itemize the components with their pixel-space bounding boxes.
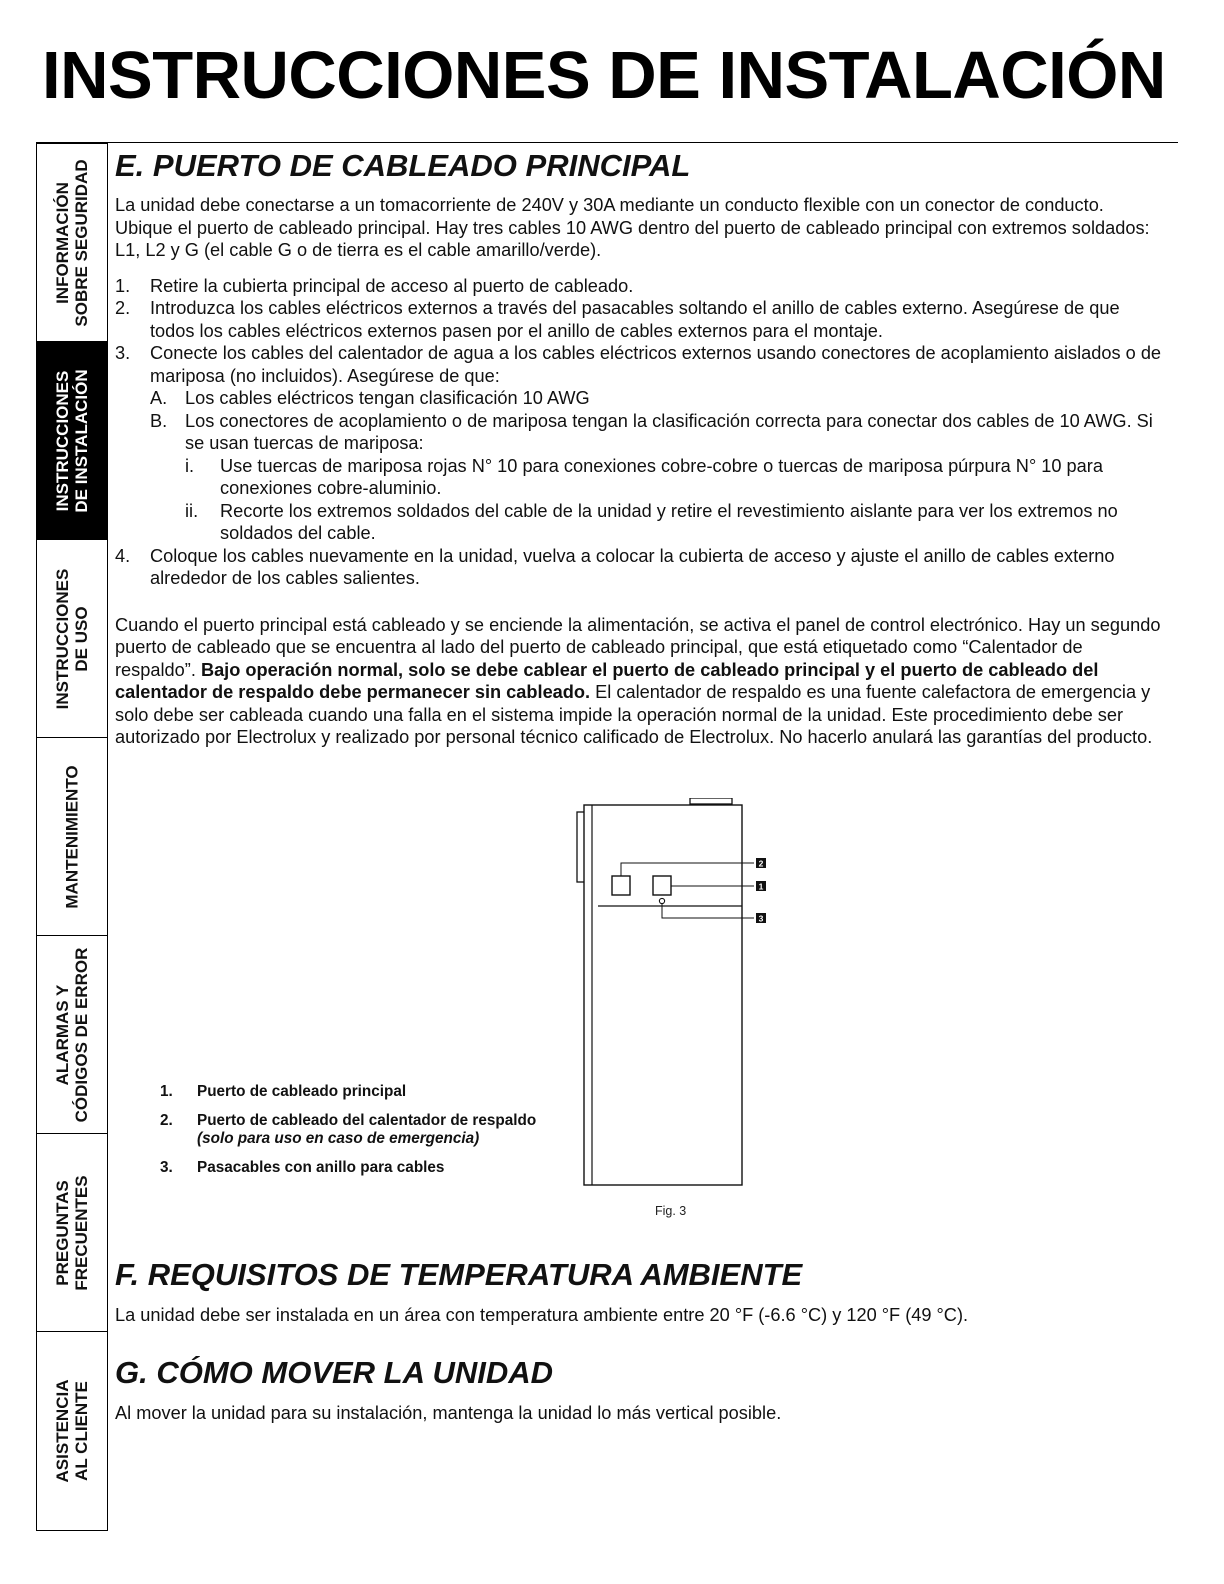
sidebar-tab-label: INFORMACIÓN SOBRE SEGURIDAD [53,158,91,327]
page-title: INSTRUCCIONES DE INSTALACIÓN [42,38,1166,113]
section-e-backup-note: Cuando el puerto principal está cableado y se enciende la alimentación, se activa el panel de control electrónico. Hay un segundo puerto de cableado que se encuentra al lado del puerto de cableado principal, que está etiquetado como “Calentador de respaldo”. Bajo operación normal, solo se debe cablear el puerto de cableado principal y el puerto de cableado del calentador de respaldo debe permanecer sin cableado. El calentador de respaldo es una fuente calefactora de emergencia y solo debe ser cableada cuando una falla en el sistema impide la operación normal de la unidad. Este procedimiento debe ser autorizado por Electrolux y realizado por personal técnico calificado de Electrolux. No hacerlo anulará las garantías del producto. [115,614,1161,747]
legend-item: 1. Puerto de cableado principal [160,1083,407,1100]
installation-steps [115,275,1165,590]
legend-item: 3. Pasacables con anillo para cables [160,1159,445,1176]
section-f-heading: F. REQUISITOS DE TEMPERATURA AMBIENTE [115,1257,803,1292]
sidebar-tab-label: ALARMAS Y CÓDIGOS DE ERROR [53,947,91,1122]
figure-caption: Fig. 3 [655,1204,687,1218]
step-item: 2. Introduzca los cables eléctricos externos a través del pasacables soltando el anillo de cables externo. Asegúrese de que todos los cables eléctricos externos pasen por el anillo de cables externos para el montaje. [115,298,1120,341]
grommet-cable-ring [659,898,664,903]
sidebar-tab-label: PREGUNTAS FRECUENTES [53,1174,91,1291]
callout-1: 1 [758,881,764,892]
sidebar-tab-label: ASISTENCIA AL CLIENTE [53,1379,91,1483]
substep-item: A. Los cables eléctricos tengan clasificación 10 AWG [150,388,590,408]
sidebar-tab-usage[interactable] [37,540,107,738]
sidebar-tab-safety[interactable] [37,144,107,342]
title-divider [36,142,1178,143]
figure-legend [160,1083,580,1188]
main-wiring-port [653,876,671,895]
sidebar-tab-label: MANTENIMIENTO [62,764,82,909]
section-f-text: La unidad debe ser instalada en un área con temperatura ambiente entre 20 °F (-6.6 °C) y 120 °F (49 °C). [115,1305,969,1325]
step-item: 1. Retire la cubierta principal de acceso al puerto de cableado. [115,275,634,296]
sidebar-tab-label: INSTRUCCIONES DE INSTALACIÓN [53,368,91,513]
sidebar-tab-label: INSTRUCCIONES DE USO [53,568,91,709]
figure-3 [160,798,780,1223]
callout-3: 3 [758,913,764,924]
substep-item: ii. Recorte los extremos soldados del cable de la unidad y retire el revestimiento aislante para ver los extremos no soldados del cable. [185,500,1118,543]
step-item: 4. Coloque los cables nuevamente en la unidad, vuelva a colocar la cubierta de acceso y ajuste el anillo de cables externo alrededor de los cables salientes. [115,545,1115,588]
sidebar-tab-faq[interactable] [37,1134,107,1332]
callout-2: 2 [758,858,764,869]
sidebar-tab-installation[interactable] [37,342,107,540]
section-e-intro: La unidad debe conectarse a un tomacorriente de 240V y 30A mediante un conducto flexible con un conector de conducto. Ubique el puerto de cableado principal. Hay tres cables 10 AWG dentro del puerto de cableado principal con extremos soldados: L1, L2 y G (el cable G o de tierra es el cable amarillo/verde). [115,195,1150,260]
backup-warning: Bajo operación normal, solo se debe cablear el puerto de cableado principal y el puerto de cableado del calentador de respaldo debe permanecer sin cableado. [115,659,1099,702]
sidebar-tab-customer-support[interactable] [37,1332,107,1530]
sidebar-tab-maintenance[interactable] [37,738,107,936]
section-e-heading: E. PUERTO DE CABLEADO PRINCIPAL [115,148,691,183]
step-item: 3. Conecte los cables del calentador de agua a los cables eléctricos externos usando conectores de acoplamiento aislados o de mariposa (no incluidos). Asegúrese de que: [115,343,1162,386]
sidebar-nav [36,143,108,1531]
section-g-text: Al mover la unidad para su instalación, mantenga la unidad lo más vertical posible. [115,1403,782,1423]
legend-item: 2. Puerto de cableado del calentador de respaldo (solo para uso en caso de emergencia) [160,1112,537,1147]
main-content [115,146,1165,749]
sidebar-tab-alarms[interactable] [37,936,107,1134]
section-f [115,1255,1165,1327]
section-g [115,1353,1165,1425]
backup-wiring-port [612,876,630,895]
substep-item: i. Use tuercas de mariposa rojas N° 10 para conexiones cobre-cobre o tuercas de mariposa púrpura N° 10 para conexiones cobre-aluminio. [185,455,1103,498]
section-g-heading: G. CÓMO MOVER LA UNIDAD [115,1355,554,1390]
substep-item: B. Los conectores de acoplamiento o de mariposa tengan la clasificación correcta para conectar dos cables de 10 AWG. Si se usan tuercas de mariposa: [150,410,1153,453]
